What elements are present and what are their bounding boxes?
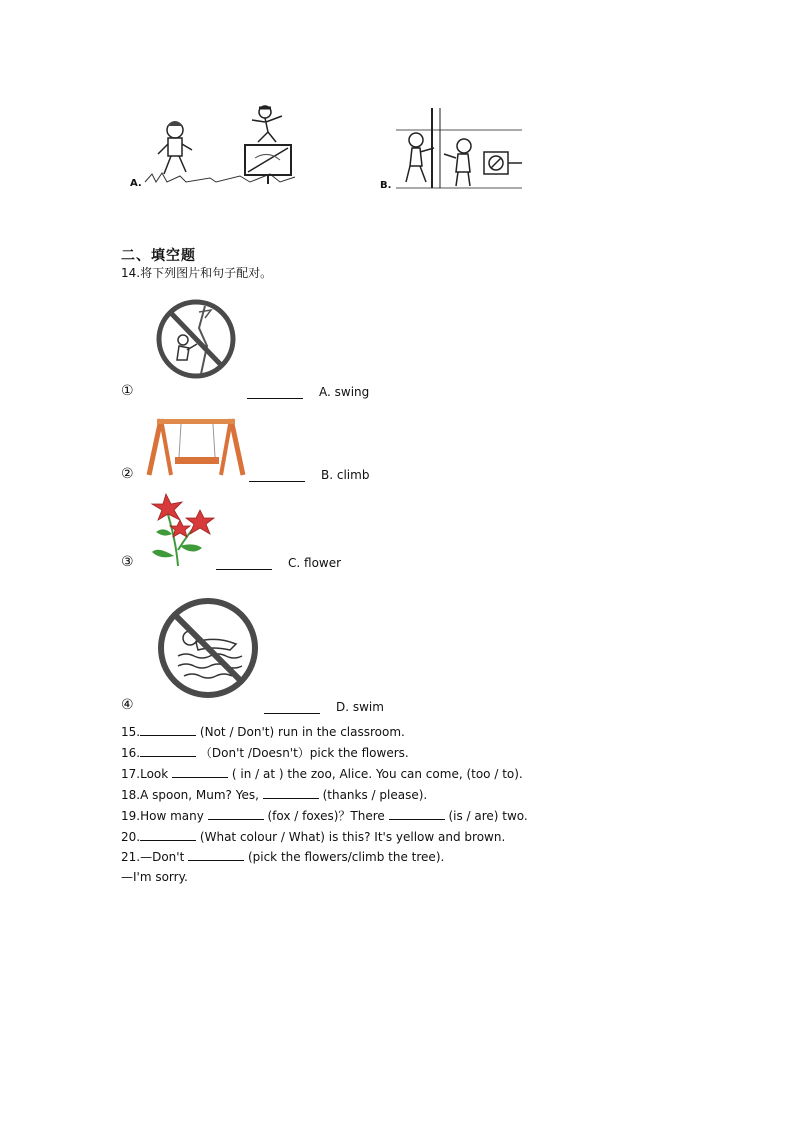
q14-image-3 (144, 490, 216, 572)
q14-image-4 (156, 596, 260, 704)
question-text-before: How many (140, 809, 204, 823)
question-14-prompt: 14.将下列图片和句子配对。 (121, 266, 273, 280)
q14-marker-3: ③ (121, 554, 134, 570)
answer-blank[interactable] (140, 724, 196, 736)
question-text-after: (is / are) two. (448, 809, 528, 823)
section-title: 二、填空题 (121, 248, 196, 264)
q14-answer-blank-4[interactable] (264, 702, 320, 714)
answer-blank[interactable] (208, 808, 264, 820)
answer-blank[interactable] (188, 849, 244, 861)
q14-image-1 (155, 298, 237, 384)
swing-icon (147, 417, 247, 477)
question-15 (121, 724, 405, 739)
no-swimming-sign-icon (156, 596, 260, 700)
question-16 (121, 745, 409, 760)
q14-marker-4: ④ (121, 697, 134, 713)
q14-marker-2: ② (121, 466, 134, 482)
question-21-reply: —I'm sorry. (121, 870, 188, 884)
question-text-before: —Don't (140, 850, 185, 864)
q14-image-2 (147, 417, 247, 481)
question-17 (121, 766, 523, 781)
question-number: 21. (121, 850, 141, 864)
question-number: 15. (121, 725, 141, 739)
question-text: (What colour / What) is this? It's yellow and brown. (199, 830, 506, 844)
flower-icon (144, 490, 216, 568)
answer-blank[interactable] (172, 766, 228, 778)
answer-blank[interactable] (389, 808, 445, 820)
question-18 (121, 787, 427, 802)
children-near-no-sign-icon (392, 108, 527, 193)
question-text-middle: (fox / foxes)？There (267, 809, 385, 823)
question-number: 19. (121, 809, 141, 823)
question-text-before: A spoon, Mum? Yes, (140, 788, 259, 802)
question-20 (121, 829, 505, 844)
q14-answer-blank-3[interactable] (216, 558, 272, 570)
question-number: 16. (121, 746, 141, 760)
picture-a-label: A. (130, 178, 142, 189)
picture-b-label: B. (380, 180, 392, 191)
q14-answer-blank-2[interactable] (249, 470, 305, 482)
q14-option-3: C. flower (288, 556, 342, 570)
question-text-after: (thanks / please). (322, 788, 428, 802)
q14-option-1: A. swing (319, 385, 370, 399)
q14-marker-1: ① (121, 383, 134, 399)
question-text-before: Look (140, 767, 169, 781)
q14-option-4: D. swim (336, 700, 384, 714)
q14-answer-blank-1[interactable] (247, 387, 303, 399)
question-number: 18. (121, 788, 141, 802)
question-text: (Not / Don't) run in the classroom. (199, 725, 405, 739)
picture-a (130, 100, 300, 190)
answer-blank[interactable] (140, 829, 196, 841)
question-21 (121, 849, 444, 864)
question-19 (121, 808, 528, 823)
question-number: 20. (121, 830, 141, 844)
question-number: 17. (121, 767, 141, 781)
question-text: （Don't /Doesn't）pick the flowers. (199, 746, 409, 760)
question-text-after: ( in / at ) the zoo, Alice. You can come, (too / to). (231, 767, 523, 781)
boy-climbing-over-sign-icon (140, 100, 300, 190)
picture-b (380, 108, 527, 193)
answer-blank[interactable] (140, 745, 196, 757)
answer-blank[interactable] (263, 787, 319, 799)
question-text-after: (pick the flowers/climb the tree). (247, 850, 445, 864)
no-climbing-sign-icon (155, 298, 237, 380)
q14-option-2: B. climb (321, 468, 370, 482)
